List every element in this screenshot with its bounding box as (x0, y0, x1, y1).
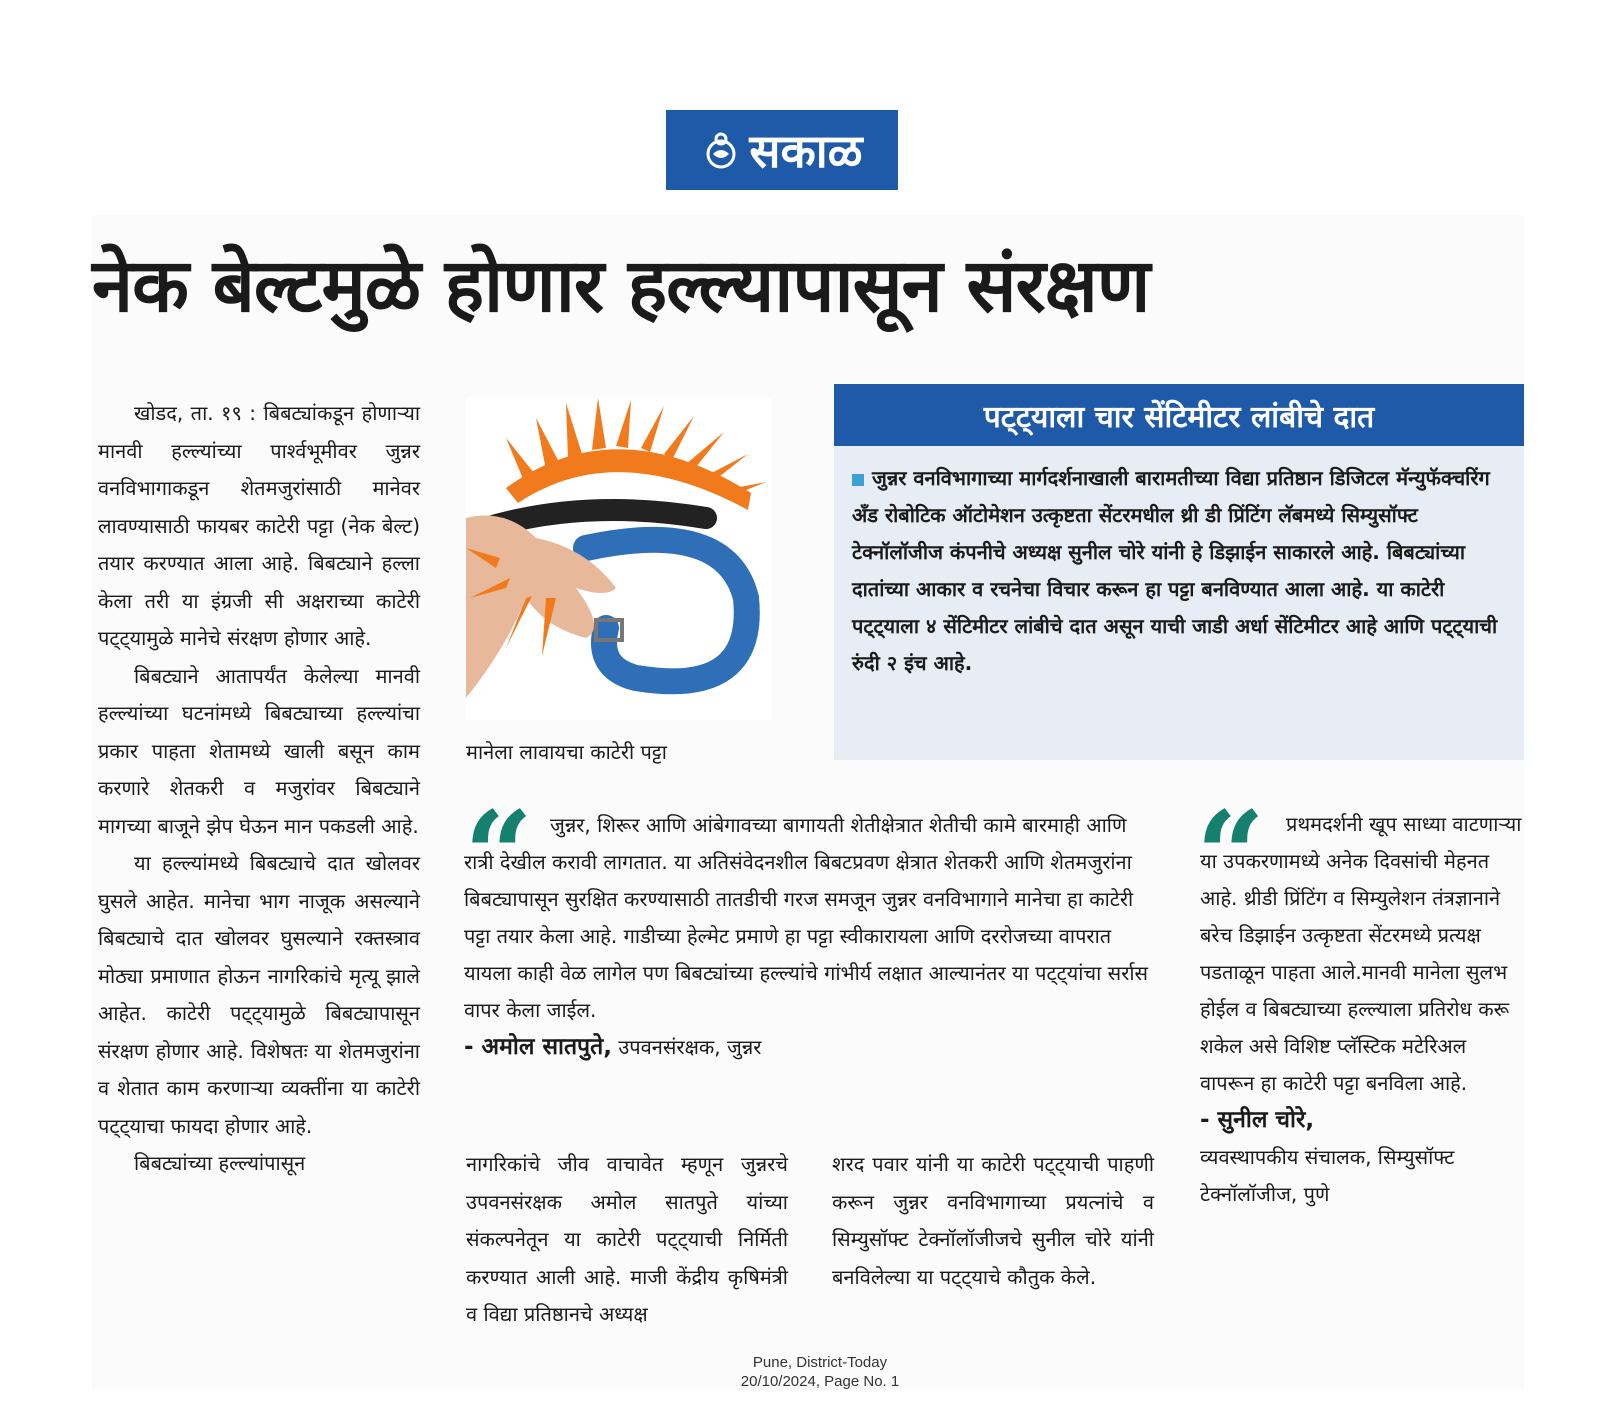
logo-text: सकाळ (749, 124, 863, 178)
quote-author-name: - अमोल सातपुते, (464, 1034, 612, 1060)
info-box (834, 384, 1524, 760)
quote-chore (1200, 806, 1522, 1213)
masthead-logo (666, 110, 898, 190)
footer-date-page: 20/10/2024, Page No. 1 (740, 1373, 900, 1390)
quote-satpute (464, 807, 1154, 1066)
neck-belt-photo (466, 398, 772, 720)
photo-caption: मानेला लावायचा काटेरी पट्टा (466, 740, 667, 764)
quote-mark-icon: “ (1196, 785, 1266, 926)
quote-text: प्रथमदर्शनी खूप साध्या वाटणाऱ्या या उपकरणामध्ये अनेक दिवसांची मेहनत आहे. थ्रीडी प्रिंटिंग व सिम्युलेशन तंत्रज्ञानाने बरेच डिझाईन उत्कृष्टता सेंटरमध्ये प्रत्यक्ष पडताळून पाहता आले.मानवी मानेला सुलभ होईल व बिबट्याच्या हल्ल्याला प्रतिरोध करू शकेल असे विशिष्ट प्लॅस्टिक मटेरिअल वापरून हा काटेरी पट्टा बनविला आहे. (1200, 812, 1522, 1095)
quote-mark-icon: “ (464, 785, 534, 926)
bullet-square-icon (852, 474, 864, 486)
info-box-text: जुन्नर वनविभागाच्या मार्गदर्शनाखाली बारामतीच्या विद्या प्रतिष्ठान डिजिटल मॅन्युफॅक्चरिंग अँड रोबोटिक ऑटोमेशन उत्कृष्टता सेंटरमधील थ्री डी प्रिंटिंग लॅबमध्ये सिम्युसॉफ्ट टेक्नॉलॉजीज कंपनीचे अध्यक्ष सुनील चोरे यांनी हे डिझाईन साकारले आहे. बिबट्यांच्या दातांच्या आकार व रचनेचा विचार करून हा पट्टा बनविण्यात आला आहे. या काटेरी पट्ट्याला ४ सेंटिमीटर लांबीचे दात असून याची जाडी अर्धा सेंटिमीटर आहे आणि पट्ट्याची रुंदी २ इंच आहे. (852, 466, 1498, 675)
paragraph: बिबट्यांच्या हल्ल्यांपासून (134, 1151, 306, 1175)
quote-author-title: व्यवस्थापकीय संचालक, सिम्युसॉफ्ट टेक्नॉलॉजीज, पुणे (1200, 1145, 1455, 1206)
paragraph: नागरिकांचे जीव वाचावेत म्हणून जुन्नरचे उपवनसंरक्षक अमोल सातपुते यांच्या संकल्पनेतून या काटेरी पट्ट्याची निर्मिती करण्यात आली आहे. माजी केंद्रीय कृषिमंत्री व विद्या प्रतिष्ठानचे अध्यक्ष (466, 1152, 788, 1326)
quote-author-name: - सुनील चोरे, (1200, 1107, 1315, 1133)
bottom-column-b (832, 1146, 1154, 1296)
paragraph: या हल्ल्यांमध्ये बिबट्याचे दात खोलवर घुसले आहेत. मानेचा भाग नाजूक असल्याने बिबट्याचे दात खोलवर घुसल्याने रक्तस्त्राव मोठ्या प्रमाणात होऊन नागरिकांचे मृत्यू झाले आहेत. काटेरी पट्ट्यामुळे बिबट्यापासून संरक्षण होणार आहे. विशेषतः या शेतमजुरांना व शेतात काम करणाऱ्या व्यक्तींना या काटेरी पट्ट्याचा फायदा होणार आहे. (98, 851, 420, 1138)
bottom-column-a (466, 1146, 788, 1334)
logo-emblem-icon (701, 130, 741, 170)
quote-author-title: उपवनसंरक्षक, जुन्नर (618, 1035, 762, 1059)
paragraph: खोडद, ता. १९ : बिबट्यांकडून होणाऱ्या मानवी हल्ल्यांच्या पार्श्वभूमीवर जुन्नर वनविभागाकडून शेतमजुरांसाठी मानेवर लावण्यासाठी फायबर काटेरी पट्टा (नेक बेल्ट) तयार करण्यात आला आहे. बिबट्याने हल्ला केला तरी या इंग्रजी सी अक्षराच्या काटेरी पट्ट्यामुळे मानेचे संरक्षण होणार आहे. (98, 401, 420, 650)
info-box-heading: पट्ट्याला चार सेंटिमीटर लांबीचे दात (834, 384, 1524, 446)
paragraph: बिबट्याने आतापर्यंत केलेल्या मानवी हल्ल्यांच्या घटनांमध्ये बिबट्याच्या हल्ल्यांचा प्रकार पाहता शेतामध्ये खाली बसून काम करणारे शेतकरी व मजुरांवर बिबट्याने मागच्या बाजूने झेप घेऊन मान पकडली आहे. (98, 663, 420, 838)
paragraph: शरद पवार यांनी या काटेरी पट्ट्याची पाहणी करून जुन्नर वनविभागाच्या प्रयत्नांचे व सिम्युसॉफ्ट टेक्नॉलॉजीजचे सुनील चोरे यांनी बनविलेल्या या पट्ट्याचे कौतुक केले. (832, 1152, 1154, 1289)
quote-signature (464, 1029, 1154, 1066)
quote-text: जुन्नर, शिरूर आणि आंबेगावच्या बागायती शेतीक्षेत्रात शेतीची कामे बारमाही आणि रात्री देखील करावी लागतात. या अतिसंवेदनशील बिबटप्रवण क्षेत्रात शेतकरी आणि शेतमजुरांना बिबट्यापासून सुरक्षित करण्यासाठी तातडीची गरज समजून जुन्नर वनविभागाने मानेचा हा काटेरी पट्टा तयार केला आहे. गाडीच्या हेल्मेट प्रमाणे हा पट्टा स्वीकारायला आणि दररोजच्या वापरात यायला काही वेळ लागेल पण बिबट्यांच्या हल्ल्यांचे गांभीर्य लक्षात आल्यानंतर या पट्ट्यांचा सर्रास वापर केला जाईल. (464, 813, 1149, 1022)
footer-edition: Pune, District-Today (752, 1354, 888, 1371)
left-column (98, 395, 420, 1183)
page-footer (720, 1353, 920, 1391)
headline: नेक बेल्टमुळे होणार हल्ल्यापासून संरक्षण (92, 243, 1150, 329)
quote-signature (1200, 1102, 1522, 1213)
info-box-body (834, 446, 1524, 682)
